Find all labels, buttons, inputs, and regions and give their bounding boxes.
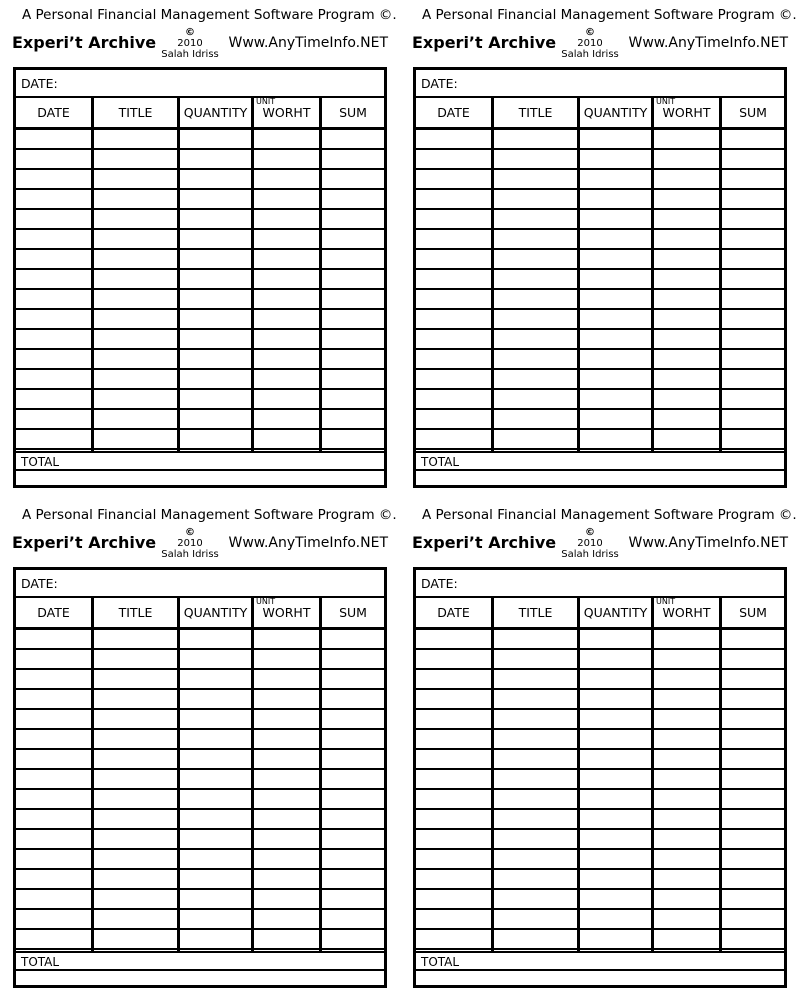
ledger-form xyxy=(400,500,797,1000)
entry-row[interactable] xyxy=(16,330,384,350)
ledger-table xyxy=(413,567,787,988)
unit-label: UNIT xyxy=(256,97,276,106)
copyright-symbol: © xyxy=(585,527,595,538)
total-row xyxy=(416,451,784,471)
entry-row[interactable] xyxy=(416,270,784,290)
entry-row[interactable] xyxy=(16,830,384,850)
date-row[interactable] xyxy=(16,570,384,598)
column-header-title: TITLE xyxy=(118,105,153,120)
copyright-symbol: © xyxy=(185,27,195,38)
date-row[interactable] xyxy=(416,70,784,98)
column-header-sum: SUM xyxy=(739,105,767,120)
copyright-block xyxy=(150,27,230,60)
entry-row[interactable] xyxy=(416,730,784,750)
entry-row[interactable] xyxy=(16,930,384,950)
entry-row[interactable] xyxy=(16,750,384,770)
author-name: Salah Idriss xyxy=(161,549,219,560)
entry-row[interactable] xyxy=(16,670,384,690)
entry-row[interactable] xyxy=(416,870,784,890)
entry-row[interactable] xyxy=(16,270,384,290)
ledger-form xyxy=(400,0,797,500)
entry-row[interactable] xyxy=(16,630,384,650)
entry-row[interactable] xyxy=(416,710,784,730)
entry-row[interactable] xyxy=(416,750,784,770)
entry-row[interactable] xyxy=(416,670,784,690)
copyright-symbol: © xyxy=(185,527,195,538)
worth-label: WORHT xyxy=(262,105,311,120)
copyright-symbol: © xyxy=(585,27,595,38)
column-header-date: DATE xyxy=(37,605,70,620)
copyright-year: 2010 xyxy=(577,538,603,549)
total-row xyxy=(416,951,784,971)
date-label: DATE: xyxy=(21,576,58,591)
entry-row[interactable] xyxy=(416,150,784,170)
column-header-date: DATE xyxy=(437,105,470,120)
column-header-sum: SUM xyxy=(339,605,367,620)
entry-row[interactable] xyxy=(416,290,784,310)
column-header-title: TITLE xyxy=(518,605,553,620)
column-header-date: DATE xyxy=(37,105,70,120)
program-tagline: A Personal Financial Management Software Program ©. xyxy=(422,7,797,23)
total-label: TOTAL xyxy=(421,455,460,469)
entry-row[interactable] xyxy=(16,690,384,710)
ledger-table xyxy=(13,567,387,988)
entry-row[interactable] xyxy=(16,230,384,250)
entry-row[interactable] xyxy=(16,250,384,270)
entry-row[interactable] xyxy=(16,350,384,370)
entry-row[interactable] xyxy=(416,930,784,950)
entry-row[interactable] xyxy=(16,810,384,830)
entry-row[interactable] xyxy=(416,810,784,830)
app-title: Experi’t Archive xyxy=(412,33,557,52)
entry-row[interactable] xyxy=(16,430,384,450)
column-header-unit-worth xyxy=(654,598,719,627)
entry-row[interactable] xyxy=(416,310,784,330)
entry-row[interactable] xyxy=(416,650,784,670)
entry-row[interactable] xyxy=(16,170,384,190)
entry-row[interactable] xyxy=(16,150,384,170)
column-header-row xyxy=(16,98,384,130)
entry-row[interactable] xyxy=(416,790,784,810)
column-header-row xyxy=(16,598,384,630)
date-row[interactable] xyxy=(16,70,384,98)
entry-row[interactable] xyxy=(416,130,784,150)
entry-row[interactable] xyxy=(416,910,784,930)
entry-row[interactable] xyxy=(416,230,784,250)
entry-rows xyxy=(416,130,784,450)
total-label: TOTAL xyxy=(21,455,60,469)
column-header-date: DATE xyxy=(437,605,470,620)
column-header-title: TITLE xyxy=(118,605,153,620)
entry-row[interactable] xyxy=(416,430,784,450)
column-header-row xyxy=(416,98,784,130)
column-header-quantity: QUANTITY xyxy=(183,605,248,620)
total-label: TOTAL xyxy=(21,955,60,969)
program-tagline: A Personal Financial Management Software Program ©. xyxy=(22,507,397,523)
entry-row[interactable] xyxy=(16,290,384,310)
program-tagline: A Personal Financial Management Software Program ©. xyxy=(422,507,797,523)
copyright-year: 2010 xyxy=(177,38,203,49)
entry-row[interactable] xyxy=(416,410,784,430)
entry-row[interactable] xyxy=(16,730,384,750)
column-header-unit-worth xyxy=(254,598,319,627)
column-header-title: TITLE xyxy=(518,105,553,120)
copyright-year: 2010 xyxy=(177,538,203,549)
ledger-form xyxy=(0,500,397,1000)
entry-row[interactable] xyxy=(16,310,384,330)
program-tagline: A Personal Financial Management Software Program ©. xyxy=(22,7,397,23)
column-header-quantity: QUANTITY xyxy=(183,105,248,120)
entry-row[interactable] xyxy=(16,650,384,670)
entry-rows xyxy=(416,630,784,950)
entry-row[interactable] xyxy=(416,890,784,910)
entry-row[interactable] xyxy=(416,330,784,350)
column-header-sum: SUM xyxy=(739,605,767,620)
copyright-block xyxy=(550,527,630,560)
entry-row[interactable] xyxy=(16,710,384,730)
entry-row[interactable] xyxy=(416,630,784,650)
total-row xyxy=(16,451,384,471)
date-label: DATE: xyxy=(421,576,458,591)
column-header-quantity: QUANTITY xyxy=(583,105,648,120)
total-label: TOTAL xyxy=(421,955,460,969)
column-header-quantity: QUANTITY xyxy=(583,605,648,620)
worth-label: WORHT xyxy=(662,605,711,620)
entry-row[interactable] xyxy=(16,130,384,150)
entry-row[interactable] xyxy=(416,390,784,410)
entry-row[interactable] xyxy=(416,250,784,270)
entry-row[interactable] xyxy=(16,850,384,870)
total-row xyxy=(16,951,384,971)
website-url: Www.AnyTimeInfo.NET xyxy=(228,35,388,51)
ledger-table xyxy=(413,67,787,488)
copyright-block xyxy=(150,527,230,560)
entry-row[interactable] xyxy=(16,390,384,410)
author-name: Salah Idriss xyxy=(561,49,619,60)
copyright-year: 2010 xyxy=(577,38,603,49)
entry-row[interactable] xyxy=(16,890,384,910)
website-url: Www.AnyTimeInfo.NET xyxy=(228,535,388,551)
column-header-unit-worth xyxy=(654,98,719,127)
column-header-unit-worth xyxy=(254,98,319,127)
entry-row[interactable] xyxy=(416,370,784,390)
date-label: DATE: xyxy=(21,76,58,91)
ledger-table xyxy=(13,67,387,488)
author-name: Salah Idriss xyxy=(161,49,219,60)
copyright-block xyxy=(550,27,630,60)
entry-row[interactable] xyxy=(416,210,784,230)
website-url: Www.AnyTimeInfo.NET xyxy=(628,535,788,551)
ledger-form xyxy=(0,0,397,500)
column-header-row xyxy=(416,598,784,630)
date-row[interactable] xyxy=(416,570,784,598)
entry-rows xyxy=(16,630,384,950)
entry-row[interactable] xyxy=(16,190,384,210)
date-label: DATE: xyxy=(421,76,458,91)
author-name: Salah Idriss xyxy=(561,549,619,560)
unit-label: UNIT xyxy=(256,597,276,606)
unit-label: UNIT xyxy=(656,597,676,606)
entry-row[interactable] xyxy=(16,370,384,390)
entry-row[interactable] xyxy=(416,170,784,190)
entry-row[interactable] xyxy=(16,210,384,230)
entry-row[interactable] xyxy=(16,410,384,430)
entry-row[interactable] xyxy=(416,850,784,870)
worth-label: WORHT xyxy=(662,105,711,120)
app-title: Experi’t Archive xyxy=(12,33,157,52)
entry-row[interactable] xyxy=(416,830,784,850)
entry-row[interactable] xyxy=(16,870,384,890)
app-title: Experi’t Archive xyxy=(12,533,157,552)
entry-row[interactable] xyxy=(16,790,384,810)
entry-row[interactable] xyxy=(416,690,784,710)
website-url: Www.AnyTimeInfo.NET xyxy=(628,35,788,51)
entry-rows xyxy=(16,130,384,450)
entry-row[interactable] xyxy=(16,770,384,790)
entry-row[interactable] xyxy=(416,770,784,790)
entry-row[interactable] xyxy=(16,910,384,930)
entry-row[interactable] xyxy=(416,190,784,210)
unit-label: UNIT xyxy=(656,97,676,106)
entry-row[interactable] xyxy=(416,350,784,370)
worth-label: WORHT xyxy=(262,605,311,620)
column-header-sum: SUM xyxy=(339,105,367,120)
app-title: Experi’t Archive xyxy=(412,533,557,552)
